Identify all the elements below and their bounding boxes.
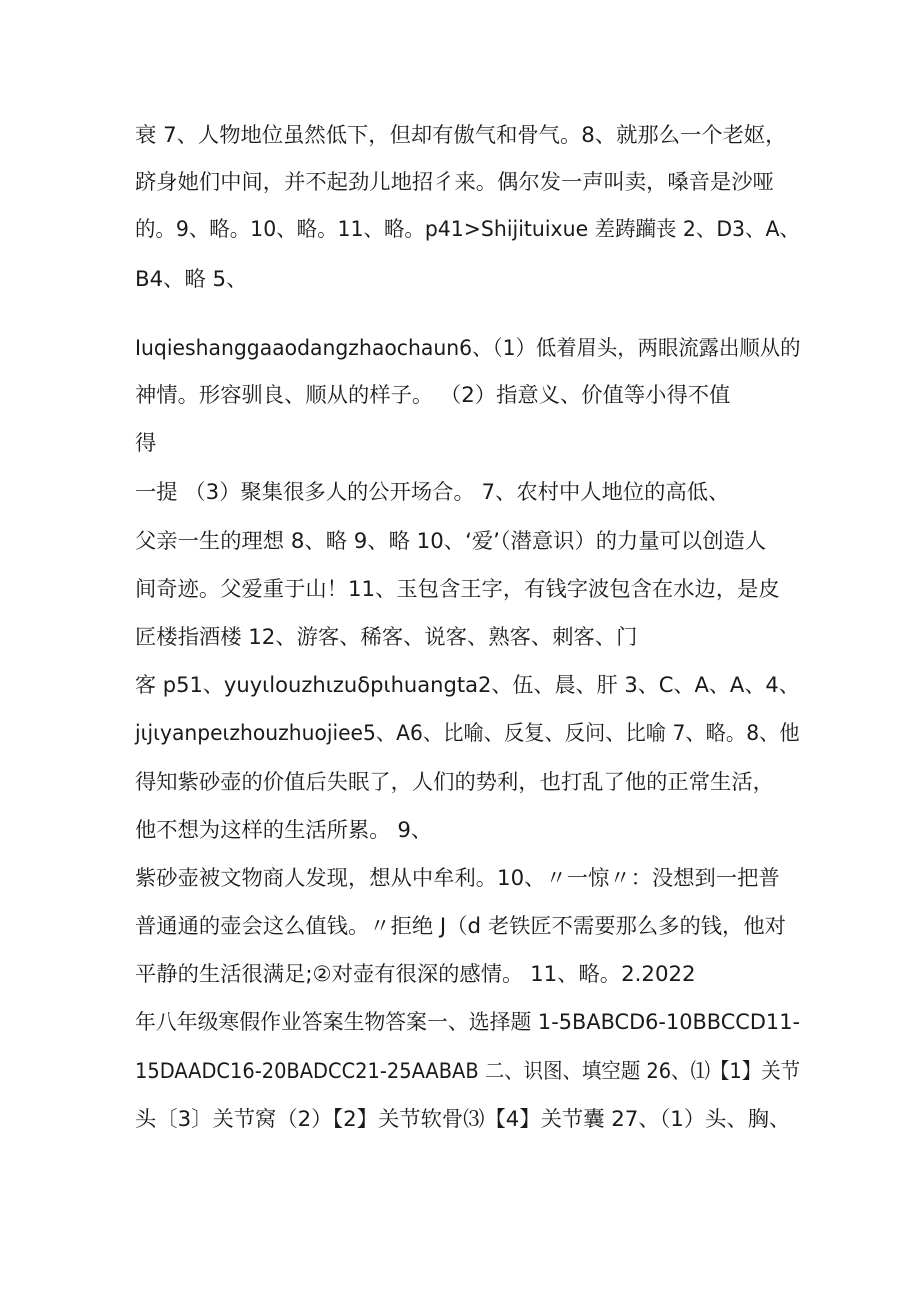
- text-line: 间奇迹。父爱重于山！11、玉包含王字，有钱字波包含在水边，是皮: [135, 577, 780, 602]
- text-line: Iuqieshanggaaodangzhaochaun6、（1）低着眉头，两眼流露出顺从的: [135, 336, 801, 361]
- text-line: 得知紫砂壶的价值后失眠了，人们的势利，也打乱了他的正常生活，: [135, 770, 774, 795]
- text-line: 普通通的壶会这么值钱。〃拒绝 J（d 老铁匠不需要那么多的钱，他对: [135, 914, 786, 939]
- text-line: 神情。形容驯良、顺从的样子。 （2）指意义、价值等小得不值: [135, 383, 731, 408]
- text-line: 一提 （3）聚集很多人的公开场合。 7、农村中人地位的高低、: [135, 480, 730, 505]
- text-line: 父亲一生的理想 8、略 9、略 10、‘爱’（潜意识）的力量可以创造人: [135, 529, 767, 554]
- text-line: 的。9、略。10、略。11、略。p41>Shijituixue 差踌躏丧 2、D3、A、: [135, 217, 800, 242]
- text-line: 平静的生活很满足;②对壶有很深的感情。 11、略。2.2022: [135, 962, 696, 987]
- text-line: 客 p51、yuyιlouzhιzuδpιhuangta2、伍、晨、肝 3、C、A、A、4、: [135, 673, 800, 698]
- text-line: 年八年级寒假作业答案生物答案一、选择题 1-5BABCD6-10BBCCD11-: [135, 1010, 801, 1035]
- text-line: 紫砂壶被文物商人发现，想从中牟利。10、〃一惊〃：没想到一把普: [135, 866, 780, 891]
- text-line: 得: [135, 431, 157, 456]
- text-line: 衰 7、人物地位虽然低下，但却有傲气和骨气。8、就那么一个老妪，: [135, 123, 787, 148]
- text-line: 15DAADC16-20BADCC21-25AABAB 二、识图、填空题 26、⑴【1】关节: [135, 1059, 801, 1084]
- text-line: 他不想为这样的生活所累。 9、: [135, 818, 433, 843]
- text-line: jιjιyanpeιzhouzhuojiee5、A6、比喻、反复、反问、比喻 7、略。8、他: [135, 721, 800, 746]
- text-line: 跻身她们中间，并不起劲儿地招彳来。偶尔发一声叫卖，嗓音是沙哑: [135, 170, 774, 195]
- text-line: B4、略 5、: [135, 267, 248, 292]
- text-line: 头〔3〕关节窝（2）【2】关节软骨⑶【4】关节囊 27、（1）头、胸、: [135, 1107, 791, 1132]
- text-line: 匠楼指酒楼 12、游客、稀客、说客、熟客、刺客、门: [135, 625, 638, 650]
